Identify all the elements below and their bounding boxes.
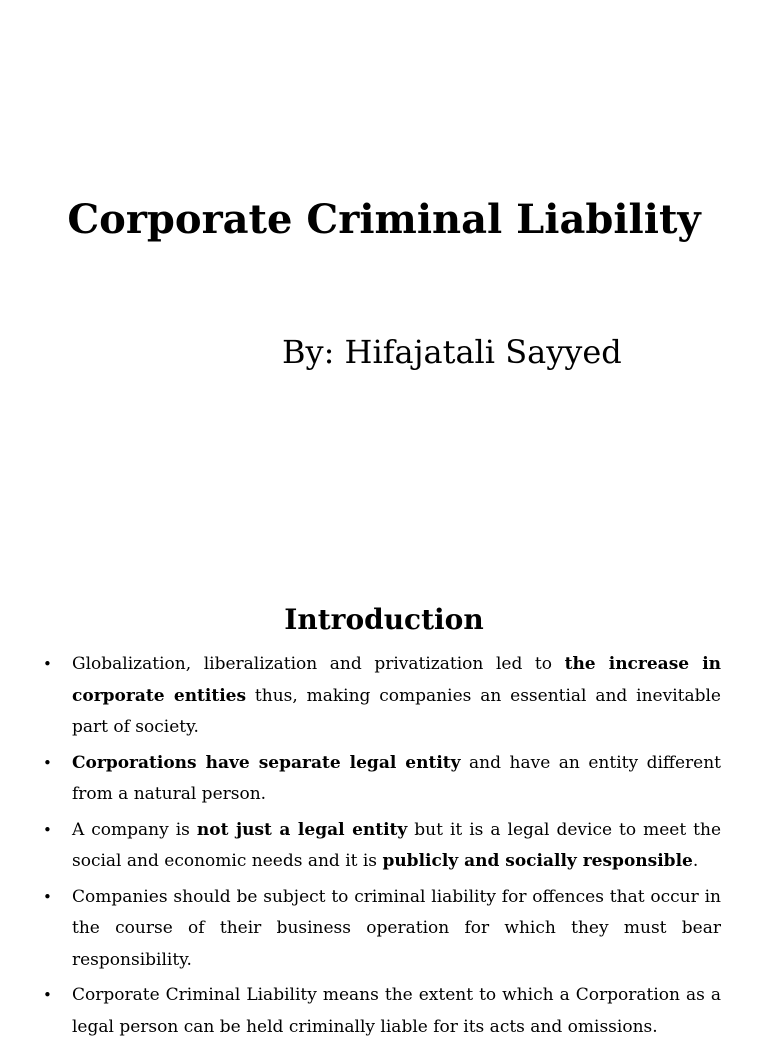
bullet-text <box>72 753 721 805</box>
bullet-segment-bold: publicly and socially responsible <box>382 851 693 871</box>
bullet-segment: but it is a legal device to meet the social and economic needs and it is <box>72 819 721 871</box>
bullet-icon: • <box>43 655 52 673</box>
bullet-icon: • <box>43 887 52 906</box>
bullet-segment: A company is <box>72 819 197 840</box>
bullet-text <box>72 887 721 970</box>
bullet-segment: Corporate Criminal Liability means the extent to which a Corporation as a legal person can be held criminally liable for its acts and omissions. <box>72 985 721 1037</box>
bullet-text <box>72 654 721 737</box>
document-title: Corporate Criminal Liability <box>67 196 701 243</box>
bullet-item <box>0 980 768 1043</box>
bullet-segment: and have an entity different from a natural person. <box>72 752 721 804</box>
bullet-segment: . <box>692 851 699 871</box>
bullet-icon: • <box>43 986 52 1004</box>
bullet-item <box>0 815 768 878</box>
bullet-item <box>0 748 768 811</box>
bullet-segment-bold: the increase in corporate entities <box>72 654 722 706</box>
introduction-bullet-list <box>0 649 768 1047</box>
author-byline: By: Hifajatali Sayyed <box>282 333 622 371</box>
bullet-item <box>0 649 768 744</box>
bullet-segment: thus, making companies an essential and inevitable part of society. <box>72 685 721 737</box>
bullet-segment: Companies should be subject to criminal liability for offences that occur in the course of their business operation for which they must bear responsibility. <box>72 886 721 970</box>
bullet-segment-bold: Corporations have separate legal entity <box>72 752 461 773</box>
bullet-item <box>0 882 768 977</box>
section-heading-introduction: Introduction <box>284 603 484 636</box>
bullet-text <box>72 820 721 872</box>
bullet-segment-bold: not just a legal entity <box>196 819 408 840</box>
bullet-segment: Globalization, liberalization and privatization led to <box>72 654 565 674</box>
bullet-icon: • <box>43 820 52 839</box>
bullet-text <box>72 985 721 1037</box>
bullet-icon: • <box>43 753 52 772</box>
